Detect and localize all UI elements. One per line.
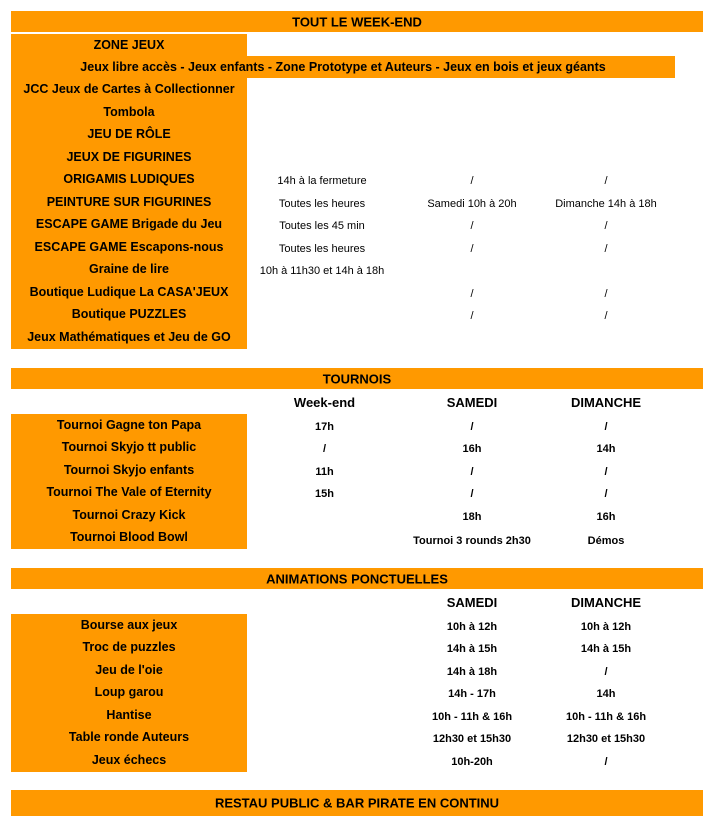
cell-samedi: / <box>470 288 474 300</box>
cell-samedi: / <box>470 220 474 232</box>
section-title: TOURNOIS <box>322 371 392 386</box>
row-label: Tournoi The Vale of Eternity <box>46 485 212 499</box>
cell-dimanche: 12h30 et 15h30 <box>566 733 646 745</box>
cell-samedi: Tournoi 3 rounds 2h30 <box>413 535 531 547</box>
row-label: Troc de puzzles <box>82 640 176 654</box>
row-label: ESCAPE GAME Brigade du Jeu <box>35 217 223 231</box>
cell-samedi: 14h - 17h <box>448 688 496 700</box>
row-label: Tournoi Gagne ton Papa <box>56 418 202 432</box>
row-label: Tombola <box>103 105 155 119</box>
cell-weekend: Toutes les 45 min <box>279 220 365 232</box>
row-label: Bourse aux jeux <box>80 618 178 632</box>
cell-samedi: / <box>470 175 474 187</box>
cell-weekend: 10h à 11h30 et 14h à 18h <box>259 265 385 277</box>
row-label: Jeu de l'oie <box>95 663 163 677</box>
row-label: Jeux échecs <box>91 753 167 767</box>
row-label: ESCAPE GAME Escapons-nous <box>34 240 224 254</box>
section-tournois-header <box>11 368 703 389</box>
cell-weekend: Toutes les heures <box>278 243 366 255</box>
cell-dimanche: / <box>604 288 608 300</box>
row-label: Table ronde Auteurs <box>68 730 190 744</box>
row-label: ZONE JEUX <box>93 38 165 52</box>
cell-weekend: 17h <box>315 421 334 433</box>
cell-dimanche: / <box>604 243 608 255</box>
row-label: Jeux libre accès - Jeux enfants - Zone Prototype et Auteurs - Jeux en bois et jeux géants <box>80 60 606 74</box>
cell-dimanche: / <box>604 488 608 500</box>
row-label: Tournoi Blood Bowl <box>70 530 188 544</box>
cell-samedi: 10h - 11h & 16h <box>431 711 513 723</box>
cell-dimanche: / <box>604 220 608 232</box>
cell-dimanche: / <box>604 421 608 433</box>
cell-samedi: / <box>470 488 474 500</box>
cell-dimanche: Démos <box>587 535 625 547</box>
cell-samedi: / <box>470 421 474 433</box>
column-header-dimanche: DIMANCHE <box>570 395 642 410</box>
cell-dimanche: 10h à 12h <box>580 621 632 633</box>
cell-dimanche: / <box>604 310 608 322</box>
cell-samedi: 16h <box>462 443 482 455</box>
cell-samedi: Samedi 10h à 20h <box>427 198 517 210</box>
cell-dimanche: / <box>604 175 608 187</box>
cell-dimanche: 16h <box>596 511 616 523</box>
cell-samedi: / <box>470 243 474 255</box>
row-label: JEU DE RÔLE <box>87 127 171 141</box>
cell-samedi: 18h <box>462 511 482 523</box>
section-title: ANIMATIONS PONCTUELLES <box>266 571 448 586</box>
row-label: Tournoi Crazy Kick <box>72 508 186 522</box>
row-label: Boutique Ludique La CASA'JEUX <box>29 285 229 299</box>
cell-dimanche: / <box>604 756 608 768</box>
row-label: Loup garou <box>94 685 164 699</box>
column-header-dimanche: DIMANCHE <box>570 595 642 610</box>
cell-samedi: / <box>470 466 474 478</box>
column-header-weekend: Week-end <box>293 395 356 410</box>
column-header-samedi: SAMEDI <box>446 395 498 410</box>
cell-samedi: 12h30 et 15h30 <box>432 733 512 745</box>
cell-samedi: 10h-20h <box>451 756 493 768</box>
cell-weekend: 11h <box>315 466 334 478</box>
row-label: ORIGAMIS LUDIQUES <box>63 172 195 186</box>
cell-dimanche: / <box>604 666 608 678</box>
cell-samedi: 14h à 15h <box>446 643 498 655</box>
row-label: Graine de lire <box>89 262 169 276</box>
cell-weekend: Toutes les heures <box>278 198 366 210</box>
row-label: Jeux Mathématiques et Jeu de GO <box>27 330 231 344</box>
cell-dimanche: 14h <box>596 443 616 455</box>
cell-samedi: / <box>470 310 474 322</box>
zone-jeux-detail-bar <box>11 56 675 78</box>
row-label: PEINTURE SUR FIGURINES <box>46 195 212 209</box>
cell-dimanche: 10h - 11h & 16h <box>565 711 647 723</box>
cell-weekend: / <box>322 443 327 455</box>
cell-dimanche: 14h <box>596 688 616 700</box>
column-header-samedi: SAMEDI <box>446 595 498 610</box>
row-label: Boutique PUZZLES <box>71 307 187 321</box>
row-label: JCC Jeux de Cartes à Collectionner <box>23 82 235 96</box>
row-label: Hantise <box>106 708 152 722</box>
footer-title: RESTAU PUBLIC & BAR PIRATE EN CONTINU <box>214 795 500 811</box>
cell-weekend: 14h à la fermeture <box>277 175 367 187</box>
section-tout-le-week-end-header <box>11 11 703 32</box>
row-label: Tournoi Skyjo tt public <box>61 440 197 454</box>
row-label: Tournoi Skyjo enfants <box>63 463 195 477</box>
restau-bar-banner <box>11 790 703 816</box>
cell-dimanche: Dimanche 14h à 18h <box>555 198 657 210</box>
cell-dimanche: 14h à 15h <box>580 643 632 655</box>
cell-samedi: 10h à 12h <box>446 621 498 633</box>
row-label: JEUX DE FIGURINES <box>66 150 192 164</box>
section-title: TOUT LE WEEK-END <box>292 14 422 29</box>
section-animations-header <box>11 568 703 589</box>
cell-samedi: 14h à 18h <box>446 666 498 678</box>
cell-dimanche: / <box>604 466 608 478</box>
cell-weekend: 15h <box>315 488 334 500</box>
